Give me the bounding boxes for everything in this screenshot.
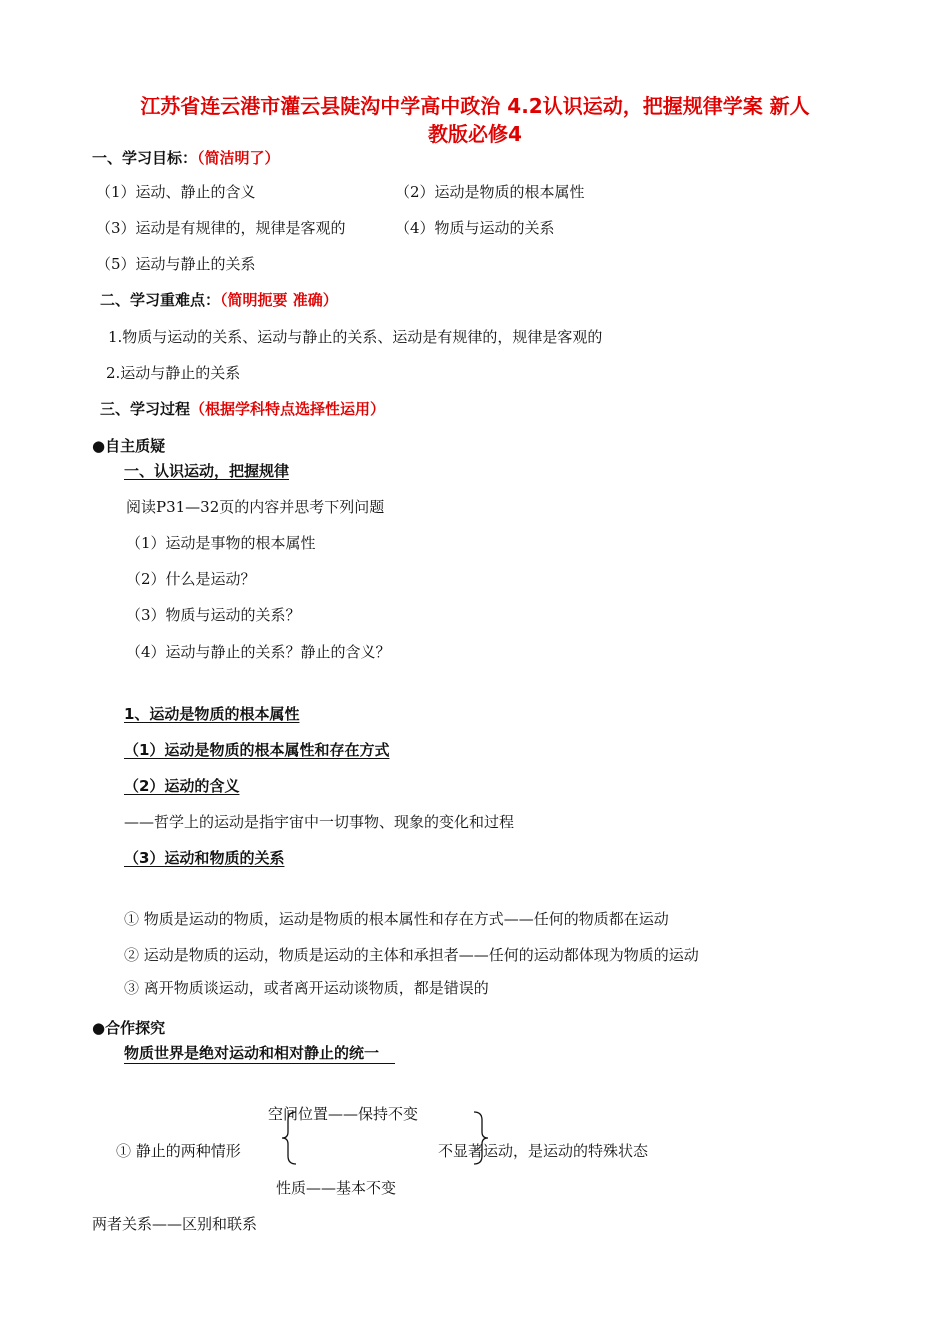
self-study-subheading: 一、认识运动，把握规律 [124, 462, 290, 480]
document-title-line1: 江苏省连云港市灌云县陡沟中学高中政治 4.2认识运动，把握规律学案 新人 [140, 94, 810, 118]
document-title-line2: 教版必修4 [428, 122, 522, 146]
question-2: （2）什么是运动？ [126, 570, 256, 588]
diagram-top-branch: 空间位置——保持不变 [268, 1105, 419, 1123]
goal-item-3: （3）运动是有规律的，规律是客观的 [96, 219, 346, 237]
key-point-2: 2.运动与静止的关系 [106, 364, 241, 382]
point-title: 1、运动是物质的根本属性 [124, 705, 300, 723]
section1-heading: 一、学习目标： [92, 149, 198, 167]
cooperation-heading: 合作探究 [105, 1019, 166, 1037]
goal-item-1: （1）运动、静止的含义 [96, 183, 256, 201]
goal-item-4: （4）物质与运动的关系 [395, 219, 555, 237]
goal-item-5: （5）运动与静止的关系 [96, 255, 256, 273]
cooperation-subheading: 物质世界是绝对运动和相对静止的统一 [124, 1043, 395, 1064]
motion-definition: ——哲学上的运动是指宇宙中一切事物、现象的变化和过程 [124, 813, 515, 831]
section3-heading-row [100, 399, 385, 419]
diagram-bottom-branch: 性质——基本不变 [276, 1179, 397, 1197]
section2-note: （简明扼要 准确） [220, 291, 338, 309]
question-1: （1）运动是事物的根本属性 [126, 534, 316, 552]
relation-2: ② 运动是物质的运动，物质是运动的主体和承担者——任何的运动都体现为物质的运动 [124, 946, 699, 964]
section1-note: （简洁明了） [197, 149, 280, 167]
right-brace-icon [470, 1110, 494, 1166]
point-sub1: （1）运动是物质的根本属性和存在方式 [124, 741, 390, 759]
section2-heading: 二、学习重难点： [100, 291, 221, 309]
bullet-icon: ● [92, 437, 106, 455]
section1-heading-row [92, 148, 280, 168]
reading-intro: 阅读P31—32页的内容并思考下列问题 [126, 498, 385, 516]
cooperation-heading-row [92, 1018, 165, 1038]
point-sub2: （2）运动的含义 [124, 777, 240, 795]
bullet-icon: ● [92, 1019, 106, 1037]
key-point-1: 1.物质与运动的关系、运动与静止的关系、运动是有规律的，规律是客观的 [108, 328, 603, 346]
relation-1: ① 物质是运动的物质，运动是物质的根本属性和存在方式——任何的物质都在运动 [124, 910, 669, 928]
goal-item-2: （2）运动是物质的根本属性 [395, 183, 585, 201]
section3-note: （根据学科特点选择性运用） [190, 400, 386, 418]
section3-heading: 三、学习过程 [100, 400, 191, 418]
question-3: （3）物质与运动的关系？ [126, 606, 301, 624]
point-sub3: （3）运动和物质的关系 [124, 849, 285, 867]
diagram-right-label: 不显著运动，是运动的特殊状态 [438, 1142, 649, 1160]
question-4: （4）运动与静止的关系？静止的含义？ [126, 643, 391, 661]
section2-heading-row [100, 290, 338, 310]
self-study-heading: 自主质疑 [105, 437, 166, 455]
diagram-left-label: ① 静止的两种情形 [116, 1142, 241, 1160]
left-brace-icon [278, 1110, 302, 1166]
self-study-heading-row [92, 436, 165, 456]
relation-line: 两者关系——区别和联系 [92, 1215, 258, 1233]
relation-3: ③ 离开物质谈运动，或者离开运动谈物质，都是错误的 [124, 979, 489, 997]
